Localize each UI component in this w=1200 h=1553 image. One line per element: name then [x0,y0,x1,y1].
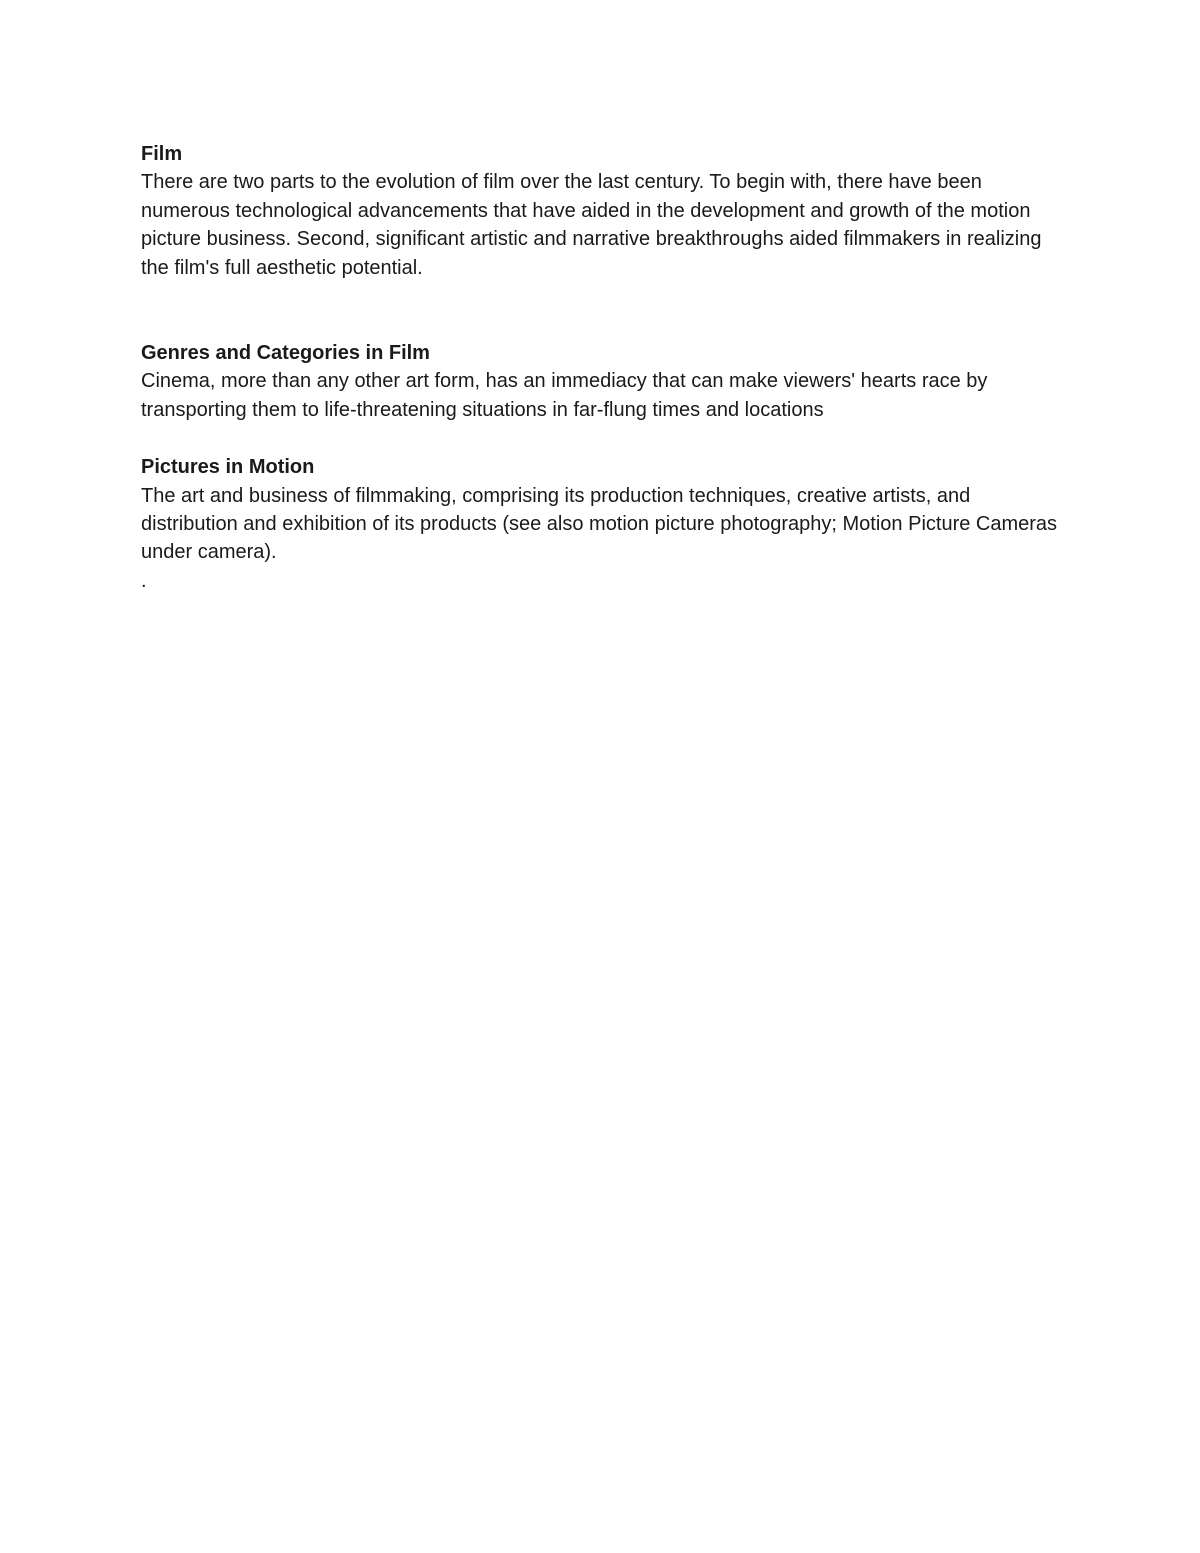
section-pictures-in-motion [141,453,1071,595]
section-title: Film [141,143,183,165]
section-title: Pictures in Motion [141,456,315,479]
trailing-text: . [141,569,147,592]
section-body: There are two parts to the evolution of film over the last century. To begin with, there have been numerous technological advancements that have aided in the development and growth of the motion picture business. Second, significant artistic and narrative breakthroughs aided filmmakers in realizing the film's full aesthetic potential. [141,171,1042,279]
section-film [141,140,1071,282]
section-body: The art and business of filmmaking, comprising its production techniques, creative artists, and distribution and exhibition of its products (see also motion picture photography; Motion Picture Cameras under camera). [141,484,1058,564]
section-body: Cinema, more than any other art form, has an immediacy that can make viewers' hearts race by transporting them to life-threatening situations in far-flung times and locations [141,370,988,421]
document-content [141,140,1071,595]
section-genres [141,339,1071,424]
section-title: Genres and Categories in Film [141,342,430,365]
